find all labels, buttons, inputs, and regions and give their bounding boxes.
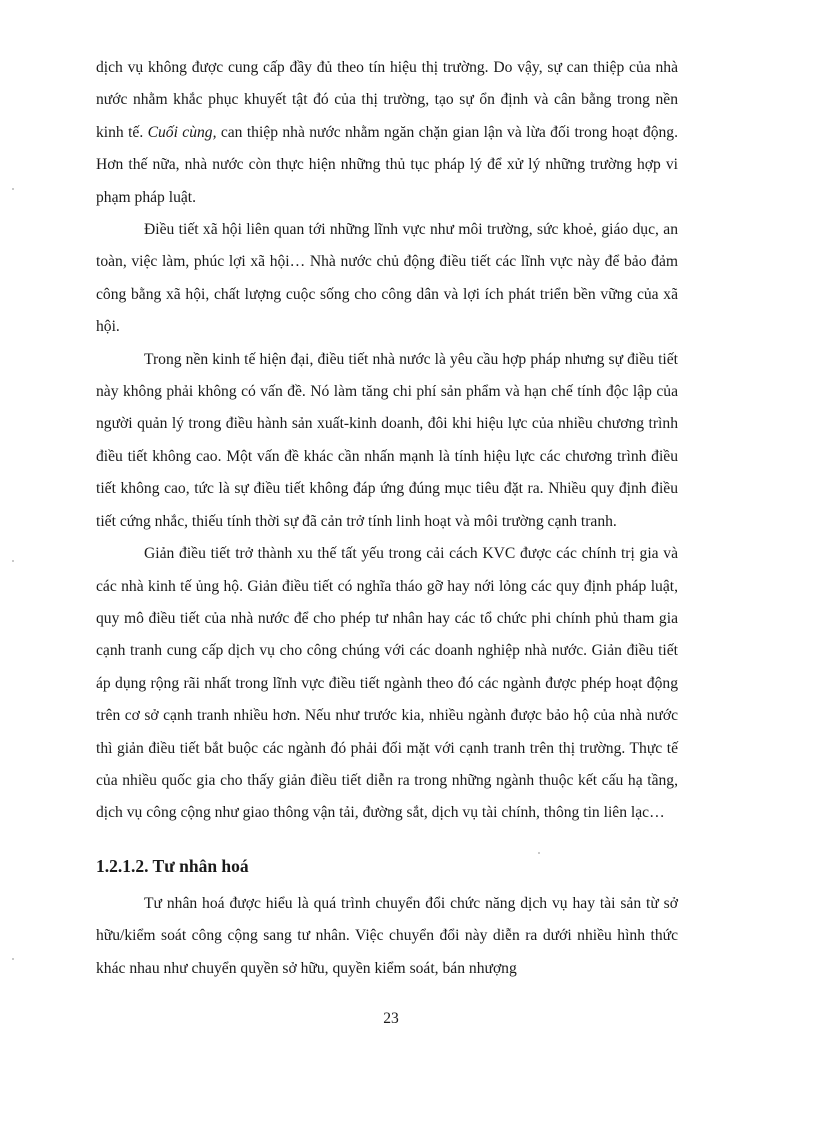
paragraph-5: Tư nhân hoá được hiểu là quá trình chuyển đổi chức năng dịch vụ hay tài sản từ sở hữu/kiểm soát công cộng sang tư nhân. Việc chuyển đổi này diễn ra dưới nhiều hình thức khác nhau như chuyển quyền sở hữu, quyền kiểm soát, bán nhượng	[96, 894, 678, 977]
paragraph-1-text: dịch vụ không được cung cấp đầy đủ theo tín hiệu thị trường. Do vậy, sự can thiệp của nhà nước nhằm khắc phục khuyết tật đó của thị trường, tạo sự ổn định và cân bằng trong nền kinh tế.	[96, 59, 678, 141]
paragraph-1-tail: can thiệp nhà nước nhằm ngăn chặn gian lận và lừa đối trong hoạt động. Hơn thế nữa, nhà nước còn thực hiện những thủ tục pháp lý để xử lý những trường hợp vi phạm pháp luật.	[96, 123, 678, 206]
document-page	[96, 52, 678, 985]
scan-speck	[538, 852, 540, 854]
paragraph-1-emphasis: Cuối cùng,	[147, 123, 217, 141]
paragraph-1	[96, 52, 678, 214]
scan-speck	[12, 958, 14, 960]
scan-speck	[12, 560, 14, 562]
page-number: 23	[383, 1010, 399, 1027]
section-heading: 1.2.1.2. Tư nhân hoá	[96, 855, 249, 876]
scan-speck	[12, 188, 14, 190]
paragraph-4: Giản điều tiết trở thành xu thế tất yếu trong cải cách KVC được các chính trị gia và các nhà kinh tế ủng hộ. Giản điều tiết có nghĩa tháo gỡ hay nới lỏng các quy định pháp luật, quy mô điều tiết của nhà nước để cho phép tư nhân hay các tổ chức phi chính phủ tham gia cạnh tranh cung cấp dịch vụ cho công chúng với các doanh nghiệp nhà nước. Giản điều tiết áp dụng rộng rãi nhất trong lĩnh vực điều tiết ngành theo đó các ngành được phép hoạt động trên cơ sở cạnh tranh nhiều hơn. Nếu như trước kia, nhiều ngành được bảo hộ của nhà nước thì giản điều tiết bắt buộc các ngành đó phải đối mặt với cạnh tranh trên thị trường. Thực tế của nhiều quốc gia cho thấy giản điều tiết diễn ra trong những ngành thuộc kết cấu hạ tầng, dịch vụ công cộng như giao thông vận tải, đường sắt, dịch vụ tài chính, thông tin liên lạc…	[96, 545, 678, 822]
paragraph-3: Trong nền kinh tế hiện đại, điều tiết nhà nước là yêu cầu hợp pháp nhưng sự điều tiết này không phải không có vấn đề. Nó làm tăng chi phí sản phẩm và hạn chế tính độc lập của người quản lý trong điều hành sản xuất-kinh doanh, đôi khi hiệu lực của nhiều chương trình điều tiết không cao. Một vấn đề khác cần nhấn mạnh là tính hiệu lực các chương trình điều tiết không cao, tức là sự điều tiết không đáp ứng đúng mục tiêu đặt ra. Nhiều quy định điều tiết cứng nhắc, thiếu tính thời sự đã cản trở tính linh hoạt và môi trường cạnh tranh.	[96, 350, 678, 530]
paragraph-2: Điều tiết xã hội liên quan tới những lĩnh vực như môi trường, sức khoẻ, giáo dục, an toàn, việc làm, phúc lợi xã hội… Nhà nước chủ động điều tiết các lĩnh vực này để bảo đảm công bằng xã hội, chất lượng cuộc sống cho công dân và lợi ích phát triển bền vững của xã hội.	[96, 221, 678, 336]
